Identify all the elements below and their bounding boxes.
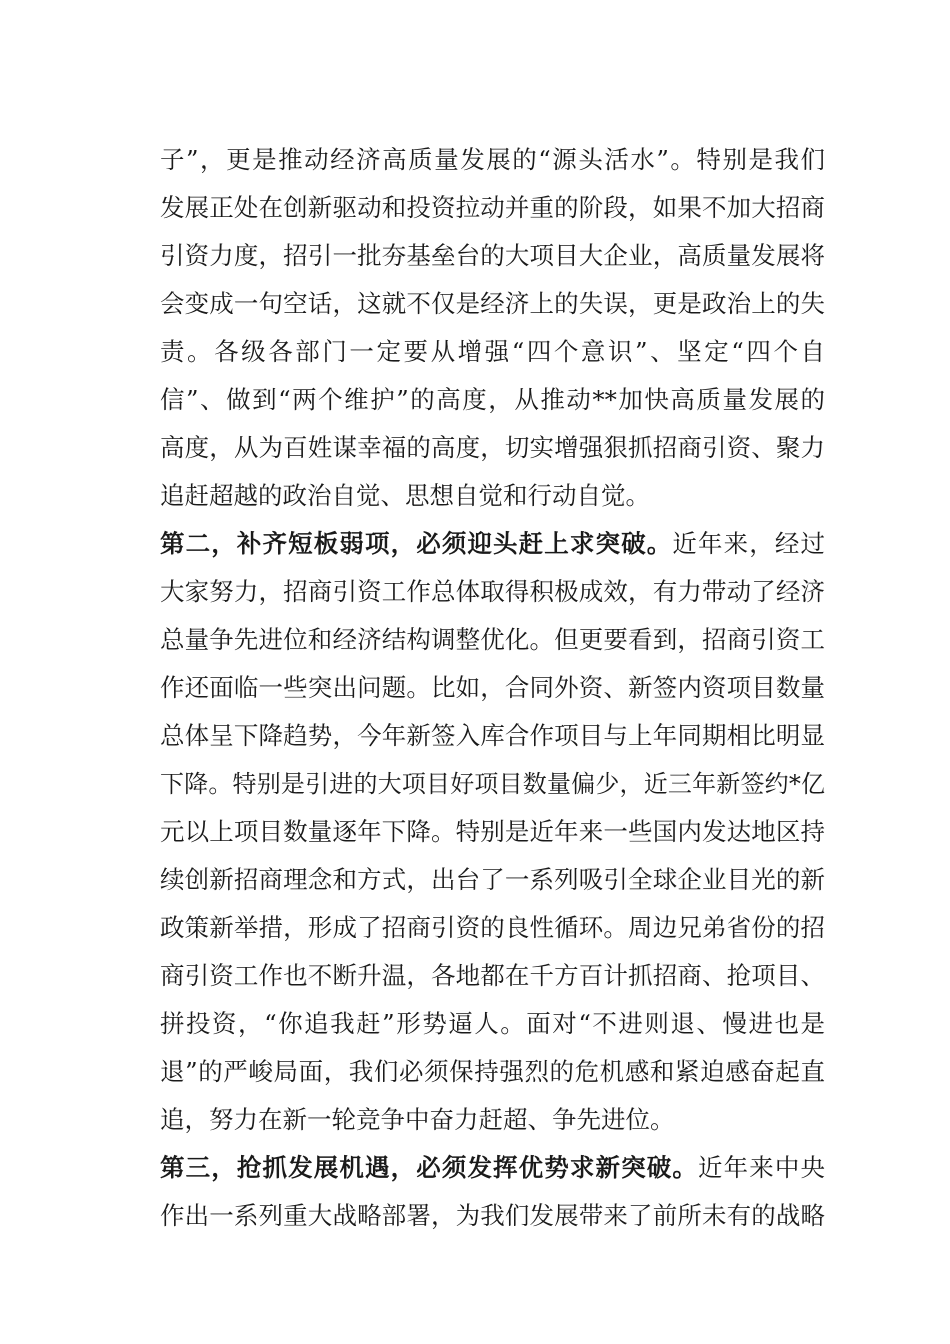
paragraph-2-line-4: 总体呈下降趋势，今年新签入库合作项目与上年同期相比明显 bbox=[160, 721, 825, 750]
paragraph-1-line-5: 责。各级各部门一定要从增强“四个意识”、坚定“四个自 bbox=[160, 337, 825, 366]
paragraph-1-line-2: 发展正处在创新驱动和投资拉动并重的阶段，如果不加大招商 bbox=[160, 193, 825, 222]
paragraph-2-line-12: 追，努力在新一轮竞争中奋力赶超、争先进位。 bbox=[160, 1105, 675, 1134]
paragraph-1-line-8: 追赶超越的政治自觉、思想自觉和行动自觉。 bbox=[160, 481, 650, 510]
paragraph-2-line-3: 作还面临一些突出问题。比如，合同外资、新签内资项目数量 bbox=[160, 673, 825, 702]
paragraph-1-line-3: 引资力度，招引一批夯基垒台的大项目大企业，高质量发展将 bbox=[160, 241, 825, 270]
paragraph-2-line-6: 元以上项目数量逐年下降。特别是近年来一些国内发达地区持 bbox=[160, 817, 825, 846]
paragraph-2-line-2: 总量争先进位和经济结构调整优化。但更要看到，招商引资工 bbox=[160, 625, 825, 654]
paragraph-1-line-6: 信”、做到“两个维护”的高度，从推动**加快高质量发展的 bbox=[160, 385, 825, 414]
paragraph-1-line-7: 高度，从为百姓谋幸福的高度，切实增强狠抓招商引资、聚力 bbox=[160, 433, 825, 462]
paragraph-2-first-line-rest: 近年来，经过 bbox=[672, 529, 826, 558]
paragraph-2-line-7: 续创新招商理念和方式，出台了一系列吸引全球企业目光的新 bbox=[160, 865, 825, 894]
paragraph-2-line-8: 政策新举措，形成了招商引资的良性循环。周边兄弟省份的招 bbox=[160, 913, 825, 942]
paragraph-1-line-1: 子”，更是推动经济高质量发展的“源头活水”。特别是我们 bbox=[160, 145, 825, 174]
paragraph-2-line-9: 商引资工作也不断升温，各地都在千方百计抓招商、抢项目、 bbox=[160, 961, 825, 990]
paragraph-1-line-4: 会变成一句空话，这就不仅是经济上的失误，更是政治上的失 bbox=[160, 289, 825, 318]
paragraph-2-line-5: 下降。特别是引进的大项目好项目数量偏少，近三年新签约*亿 bbox=[160, 770, 825, 798]
paragraph-2-heading: 第二，补齐短板弱项，必须迎头赶上求突破。 bbox=[160, 529, 673, 558]
paragraph-3-first-line bbox=[160, 1148, 825, 1188]
paragraph-2-line-10: 拼投资，“你追我赶”形势逼人。面对“不进则退、慢进也是 bbox=[160, 1009, 825, 1038]
paragraph-3-heading: 第三，抢抓发展机遇，必须发挥优势求新突破。 bbox=[160, 1153, 699, 1182]
paragraph-3-line-1: 作出一系列重大战略部署，为我们发展带来了前所未有的战略 bbox=[160, 1201, 825, 1230]
paragraph-2-line-1: 大家努力，招商引资工作总体取得积极成效，有力带动了经济 bbox=[160, 577, 825, 606]
paragraph-3-first-line-rest: 近年来中央 bbox=[698, 1153, 826, 1182]
paragraph-2-line-11: 退”的严峻局面，我们必须保持强烈的危机感和紧迫感奋起直 bbox=[160, 1057, 825, 1086]
paragraph-2-first-line bbox=[160, 524, 825, 564]
